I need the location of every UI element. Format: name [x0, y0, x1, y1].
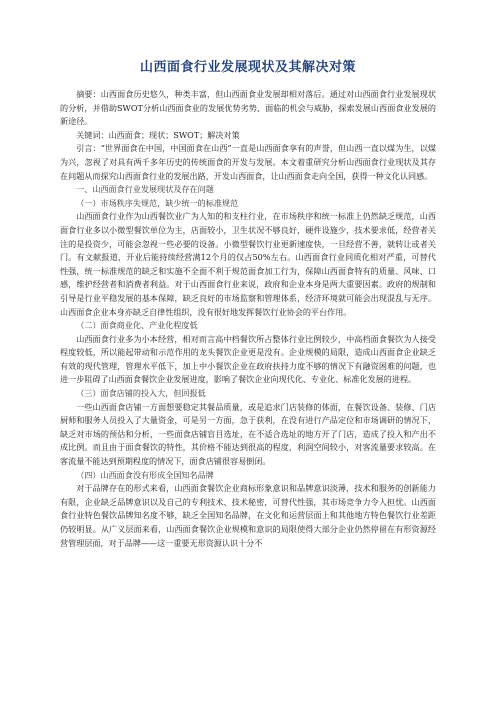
section-heading-1: 一、山西面食行业发展现状及存在问题	[76, 184, 214, 195]
body-paragraph-4: 对于品牌存在的形式来看，山西面食餐饮企业商标形象意识和品牌意识淡薄，技术和服务的创新能力有限，企业缺乏品牌意识以及自己的专利技术、技术秘密，可替代性强，其市场竞争力令人担忧。山西面食行业特色餐饮品牌知名度不够，缺乏全国知名品牌，在文化和运营层面上和其他地方特色餐饮行业差距仍较明显。从广义层面来看，山西面食餐饮企业规模和意识的局限使得大部分企业仍然停留在有形资源经营管理层面，对于品牌——这一重要无形资源认识十分不	[60, 483, 436, 548]
subsection-heading-1: （一）市场秩序失规范，缺少统一的标准规范	[76, 197, 239, 208]
intro-paragraph: 引言：“世界面食在中国，中国面食在山西”一直是山西面食享有的声誉，但山西一直以煤为生，以煤为兴，忽视了对具有两千多年历史的传统面食的开发与发展。本文着重研究分析山西面食行业现状及其存在问题从而探究山西面食行业的发展出路，开发山西面食，让山西面食走向全国，获得一种文化认同感。	[60, 143, 436, 181]
abstract-paragraph: 摘要：山西面食历史悠久，种类丰富，但山西面食业发展却相对落后。通过对山西面食行业发展现状的分析，并借助SWOT分析山西面食业的发展优势劣势、面临的机会与威胁，探索发展山西面食业发展的新途径。	[60, 89, 436, 127]
body-paragraph-2: 山西面食行业多为小本经营，相对而言高中档餐饮所占整体行业比例较少，中高档面食餐饮为人接受程度较低，所以能起带动和示范作用的龙头餐饮企业更是没有。企业规模的局限，造成山西面食企业缺乏有效的现代管理，管理水平低下，加上中小餐饮企业在政府扶持力度不够的情况下有融资困难的问题，也进一步阻碍了山西面食餐饮企业发展进度，影响了餐饮企业向现代化、专业化、标准化发展的进程。	[60, 333, 436, 385]
document-body	[60, 88, 436, 550]
body-paragraph-3: 一些山西面食店铺一方面想要稳定其餐品质量，或是追求门店装修的体面，在餐饮设备、装修、门店厨师和服务人员投入了大量资金，可是另一方面，急于获利，在没有进行产品定位和市场调研的情况下，缺乏对市场的预估和分析，一些面食店铺盲目选址，在不适合选址的地方开了门店，造成了投入和产出不成比例。而且由于面食餐饮的特性，其价格不能达到很高的程度，利润空间较小，对客流量要求较高。在客流量不能达到预期程度的情况下，面食店铺很容易倒闭。	[60, 401, 436, 467]
keywords-line: 关键词：山西面食；现状；SWOT；解决对策	[76, 129, 240, 140]
body-paragraph-1: 山西面食行业作为山西餐饮业广为人知的和支柱行业，在市场秩序和统一标准上仍然缺乏规范，山西面食行业多以小微型餐饮单位为主，店面较小，卫生状况不够良好，硬件设施少，技术要求低，经营者关注的是投资少，可能会忽视一些必要的设备。小微型餐饮行业更新速度快，一旦经营不善，就转让或者关门。有文献报道，开业后能持续经营满12个月的仅占50%左右。山西面食行业同质化相对严重，可替代性强，统一标准规范的缺乏和实施不全面不利于规范面食加工行为，保障山西面食特有的质量、风味、口感，维护经营者和消费者利益。对于山西面食行业来说，政府和企业本身是两大重要因素。政府的规制和引导是行业平稳发展的基本保障，缺乏良好的市场监察和管理体系，经济环境就可能会出现混乱与无序。山西面食企业本身亦缺乏自律性组织，没有很好地发挥餐饮行业协会的平台作用。	[60, 211, 436, 317]
subsection-heading-4: （四）山西面食没有形成全国知名品牌	[76, 469, 214, 480]
document-title: 山西面食行业发展现状及其解决对策	[139, 60, 356, 75]
subsection-heading-2: （二）面食商业化、产业化程度低	[76, 320, 198, 331]
subsection-heading-3: （三）面食店铺的投入大，但回报低	[76, 388, 206, 399]
